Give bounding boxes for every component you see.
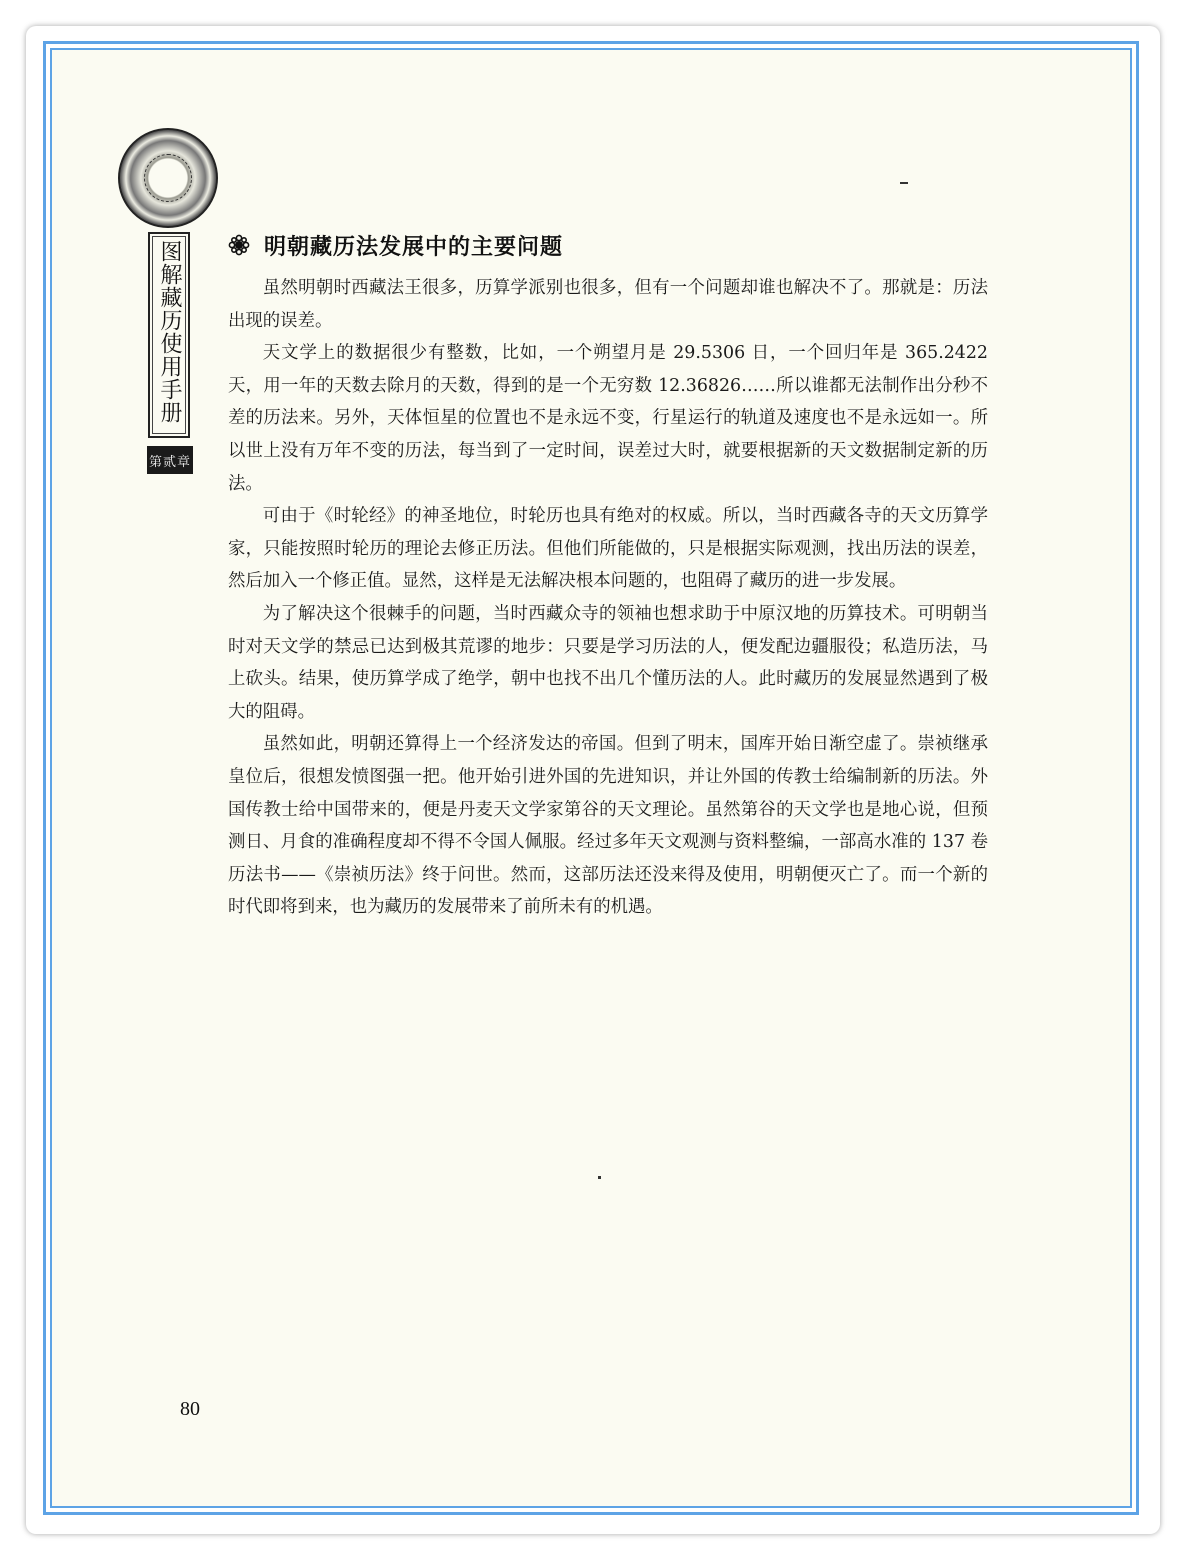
- section-title: 明朝藏历法发展中的主要问题: [264, 234, 564, 260]
- scan-speck: [900, 182, 908, 184]
- scan-speck: [598, 1176, 601, 1179]
- paragraph: 可由于《时轮经》的神圣地位，时轮历也具有绝对的权威。所以，当时西藏各寺的天文历算学家，只能按照时轮历的理论去修正历法。但他们所能做的，只是根据实际观测，找出历法的误差，然后加入一个修正值。显然，这样是无法解决根本问题的，也阻碍了藏历的进一步发展。: [228, 506, 988, 592]
- book-title-box: [148, 232, 190, 438]
- paragraph: 虽然明朝时西藏法王很多，历算学派别也很多，但有一个问题却谁也解决不了。那就是：历法出现的误差。: [228, 278, 988, 331]
- flower-ornament-icon: [228, 234, 250, 256]
- body-text: [228, 272, 988, 924]
- chapter-label: 第贰章: [147, 446, 193, 474]
- decorative-medallion-icon: [118, 128, 218, 228]
- book-title: 图解藏历使用手册: [157, 240, 182, 424]
- paragraph: 天文学上的数据很少有整数，比如，一个朔望月是 29.5306 日，一个回归年是 365.2422 天，用一年的天数去除月的天数，得到的是一个无穷数 12.36826……所以谁都无法制作出分秒不差的历法来。另外，天体恒星的位置也不是永远不变，行星运行的轨道及速度也不是永远如一。所以世上没有万年不变的历法，每当到了一定时间，误差过大时，就要根据新的天文数据制定新的历法。: [228, 343, 988, 494]
- paragraph: 为了解决这个很棘手的问题，当时西藏众寺的领袖也想求助于中原汉地的历算技术。可明朝当时对天文学的禁忌已达到极其荒谬的地步：只要是学习历法的人，便发配边疆服役；私造历法，马上砍头。结果，使历算学成了绝学，朝中也找不出几个懂历法的人。此时藏历的发展显然遇到了极大的阻碍。: [228, 603, 988, 722]
- section-heading: [228, 228, 563, 262]
- paragraph: 虽然如此，明朝还算得上一个经济发达的帝国。但到了明末，国库开始日渐空虚了。崇祯继承皇位后，很想发愤图强一把。他开始引进外国的先进知识，并让外国的传教士给编制新的历法。外国传教士给中国带来的，便是丹麦天文学家第谷的天文理论。虽然第谷的天文学也是地心说，但预测日、月食的准确程度却不得不令国人佩服。经过多年天文观测与资料整编，一部高水准的 137 卷历法书——《崇祯历法》终于问世。然而，这部历法还没来得及使用，明朝便灭亡了。而一个新的时代即将到来，也为藏历的发展带来了前所未有的机遇。: [228, 734, 988, 918]
- page-number: 80: [180, 1398, 200, 1420]
